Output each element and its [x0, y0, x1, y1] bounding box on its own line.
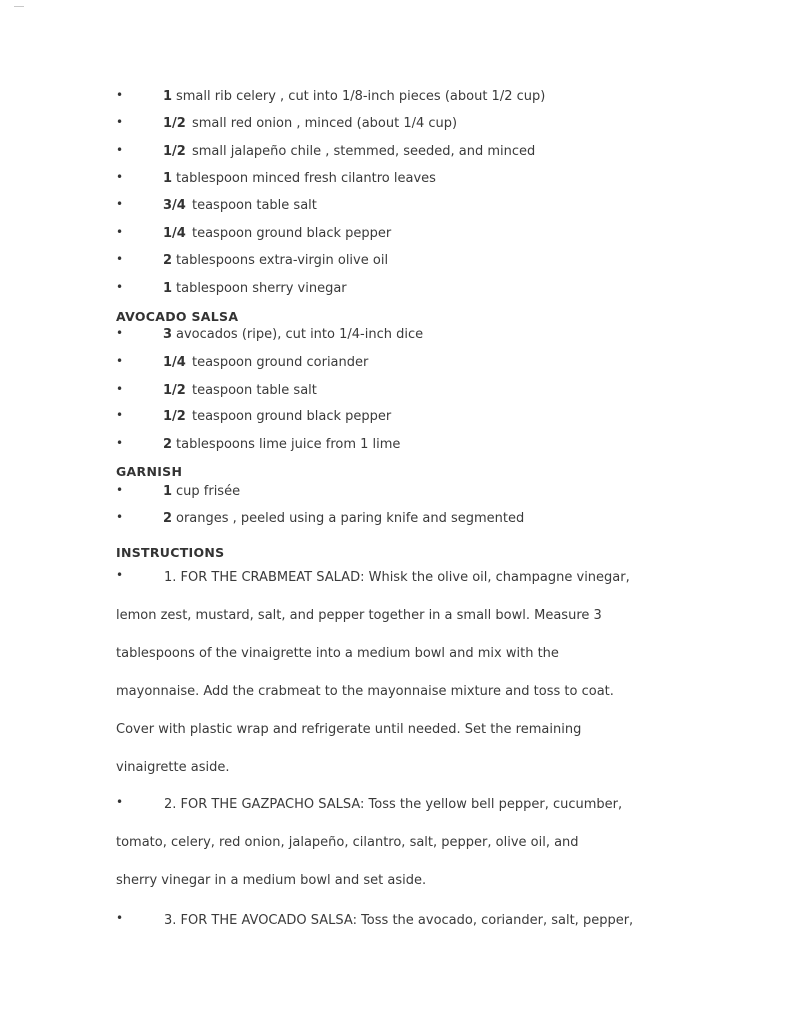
bullet: • — [116, 280, 124, 294]
bullet: • — [116, 436, 124, 450]
ingredient-qty: 1 — [163, 484, 173, 499]
bullet: • — [116, 483, 124, 497]
scan-artifact — [14, 6, 24, 7]
ingredient-qty: 1 — [163, 171, 173, 186]
ingredient-text: oranges , peeled using a paring knife and segmented — [176, 511, 525, 526]
bullet: • — [116, 795, 124, 809]
bullet: • — [116, 197, 124, 211]
bullet: • — [116, 510, 124, 524]
ingredient-text: tablespoons extra-virgin olive oil — [176, 253, 389, 268]
ingredient-qty: 1/2 — [163, 144, 186, 159]
ingredient-qty: 1/4 — [163, 226, 186, 241]
ingredient-text: small red onion , minced (about 1/4 cup) — [192, 116, 458, 131]
ingredient-text: tablespoon sherry vinegar — [176, 281, 347, 296]
ingredient-text: avocados (ripe), cut into 1/4-inch dice — [176, 327, 424, 342]
ingredient-qty: 1/2 — [163, 383, 186, 398]
instruction-line: 1. FOR THE CRABMEAT SALAD: Whisk the olive oil, champagne vinegar, — [164, 570, 630, 585]
instruction-line: Cover with plastic wrap and refrigerate until needed. Set the remaining — [116, 722, 582, 737]
bullet: • — [116, 252, 124, 266]
section-heading-instructions: INSTRUCTIONS — [116, 545, 225, 560]
ingredient-qty: 1/4 — [163, 355, 186, 370]
bullet: • — [116, 115, 124, 129]
ingredient-qty: 1/2 — [163, 116, 186, 131]
ingredient-qty: 3/4 — [163, 198, 186, 213]
bullet: • — [116, 408, 124, 422]
bullet: • — [116, 143, 124, 157]
section-heading-garnish: GARNISH — [116, 464, 183, 479]
bullet: • — [116, 354, 124, 368]
ingredient-qty: 1 — [163, 281, 173, 296]
ingredient-qty: 1/2 — [163, 409, 186, 424]
section-heading-avocado-salsa: AVOCADO SALSA — [116, 309, 239, 324]
ingredient-text: teaspoon ground black pepper — [192, 226, 392, 241]
ingredient-qty: 2 — [163, 511, 173, 526]
bullet: • — [116, 568, 124, 582]
bullet: • — [116, 225, 124, 239]
bullet: • — [116, 326, 124, 340]
ingredient-qty: 2 — [163, 437, 173, 452]
ingredient-text: tablespoons lime juice from 1 lime — [176, 437, 401, 452]
instruction-line: lemon zest, mustard, salt, and pepper together in a small bowl. Measure 3 — [116, 608, 602, 623]
bullet: • — [116, 88, 124, 102]
instruction-line: tablespoons of the vinaigrette into a medium bowl and mix with the — [116, 646, 559, 661]
ingredient-text: teaspoon ground coriander — [192, 355, 369, 370]
instruction-line: sherry vinegar in a medium bowl and set aside. — [116, 873, 427, 888]
bullet: • — [116, 911, 124, 925]
instruction-line: tomato, celery, red onion, jalapeño, cilantro, salt, pepper, olive oil, and — [116, 835, 579, 850]
ingredient-qty: 3 — [163, 327, 173, 342]
ingredient-text: cup frisée — [176, 484, 241, 499]
instruction-line: mayonnaise. Add the crabmeat to the mayonnaise mixture and toss to coat. — [116, 684, 614, 699]
instruction-line: 2. FOR THE GAZPACHO SALSA: Toss the yellow bell pepper, cucumber, — [164, 797, 623, 812]
instruction-line: 3. FOR THE AVOCADO SALSA: Toss the avocado, coriander, salt, pepper, — [164, 913, 634, 928]
ingredient-text: tablespoon minced fresh cilantro leaves — [176, 171, 436, 186]
ingredient-qty: 2 — [163, 253, 173, 268]
bullet: • — [116, 170, 124, 184]
bullet: • — [116, 382, 124, 396]
ingredient-text: teaspoon ground black pepper — [192, 409, 392, 424]
ingredient-text: small jalapeño chile , stemmed, seeded, and minced — [192, 144, 536, 159]
ingredient-text: small rib celery , cut into 1/8-inch pieces (about 1/2 cup) — [176, 89, 546, 104]
instruction-line: vinaigrette aside. — [116, 760, 230, 775]
ingredient-text: teaspoon table salt — [192, 198, 317, 213]
ingredient-qty: 1 — [163, 89, 173, 104]
ingredient-text: teaspoon table salt — [192, 383, 317, 398]
